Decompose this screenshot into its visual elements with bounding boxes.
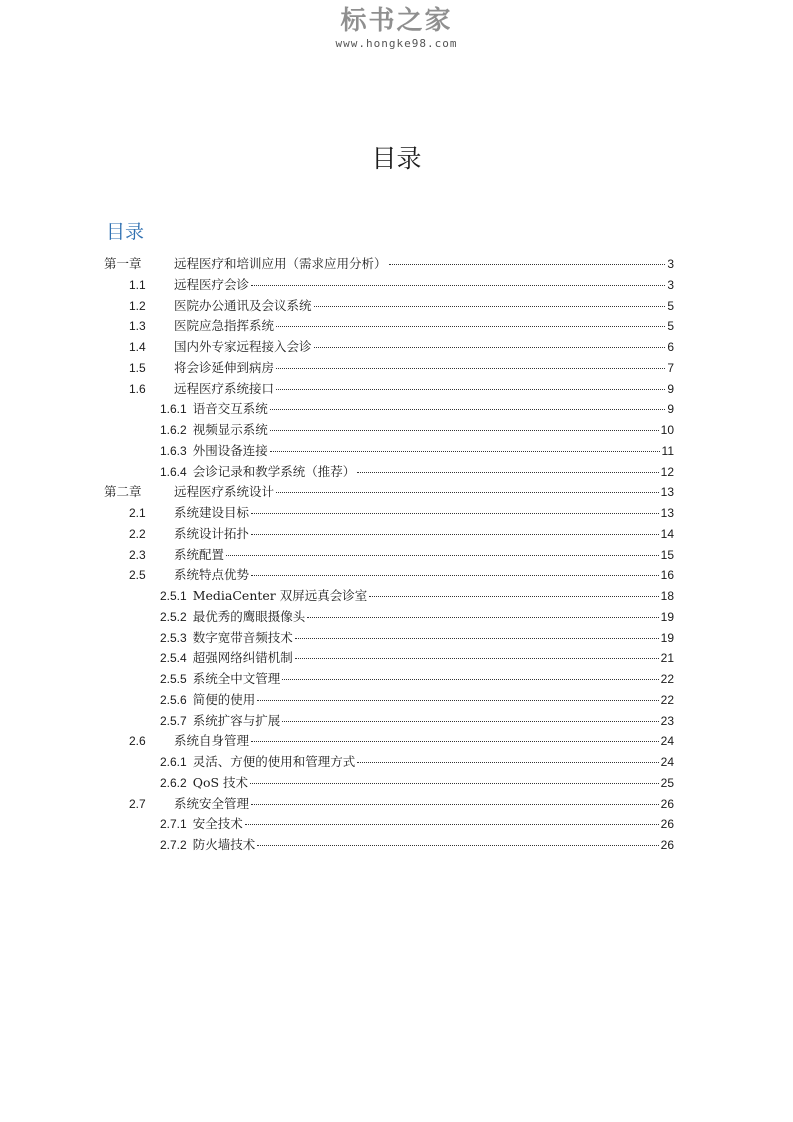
toc-entry[interactable] <box>104 545 674 566</box>
toc-entry-page: 11 <box>661 443 674 458</box>
toc-leader-dots <box>276 326 665 327</box>
toc-leader-dots <box>251 741 659 742</box>
toc-entry[interactable] <box>104 275 674 296</box>
toc-entry[interactable] <box>104 316 674 337</box>
toc-entry[interactable] <box>104 752 674 773</box>
toc-entry-title: 系统扩容与扩展 <box>192 712 281 728</box>
toc-entry-page: 3 <box>667 257 674 271</box>
toc-entry-page: 12 <box>660 464 674 479</box>
toc-entry-page: 13 <box>660 506 674 520</box>
toc-leader-dots <box>251 285 665 286</box>
toc-entry-title: 远程医疗系统设计 <box>174 484 275 500</box>
table-of-contents <box>104 254 674 856</box>
toc-leader-dots <box>282 721 658 722</box>
toc-entry-page: 10 <box>660 423 674 437</box>
toc-entry-title: 医院办公通讯及会议系统 <box>174 297 312 313</box>
toc-leader-dots <box>357 472 658 473</box>
toc-entry-number: 1.6.2 <box>160 423 187 437</box>
toc-leader-dots <box>245 824 659 825</box>
toc-entry[interactable] <box>104 337 674 358</box>
toc-entry-title: 将会诊延伸到病房 <box>174 359 275 375</box>
toc-leader-dots <box>276 389 665 390</box>
toc-entry[interactable] <box>104 503 674 524</box>
toc-entry-title: 视频显示系统 <box>192 422 268 437</box>
toc-entry-title: 会诊记录和教学系统（推荐） <box>192 463 356 479</box>
toc-entry-page: 25 <box>660 775 674 790</box>
toc-entry-title: 系统安全管理 <box>174 795 250 811</box>
toc-leader-dots <box>250 783 659 784</box>
toc-entry-title: 外围设备连接 <box>192 442 268 458</box>
toc-entry-title: MediaCenter 双屏远真会诊室 <box>192 588 368 603</box>
toc-leader-dots <box>251 534 659 535</box>
toc-entry[interactable] <box>104 690 674 711</box>
toc-entry-title: 系统建设目标 <box>174 505 250 520</box>
toc-entry-title: 灵活、方便的使用和管理方式 <box>192 754 356 769</box>
toc-entry-page: 22 <box>660 692 674 707</box>
toc-entry-number: 2.5.3 <box>160 630 187 645</box>
toc-entry-title: 安全技术 <box>192 816 243 832</box>
toc-entry-title: 最优秀的鹰眼摄像头 <box>192 608 306 624</box>
toc-entry-page: 19 <box>660 609 674 624</box>
toc-entry-page: 5 <box>667 298 674 313</box>
toc-entry-number: 2.5.7 <box>160 713 187 728</box>
toc-entry-page: 9 <box>667 381 674 396</box>
toc-entry[interactable] <box>104 607 674 628</box>
toc-entry-number: 2.5 <box>129 568 146 583</box>
toc-entry[interactable] <box>104 254 674 275</box>
toc-entry-page: 24 <box>660 755 674 769</box>
toc-entry-number: 2.5.2 <box>160 609 187 624</box>
toc-entry[interactable] <box>104 565 674 586</box>
toc-entry-number: 1.4 <box>129 340 146 354</box>
toc-leader-dots <box>257 845 658 846</box>
toc-entry-number: 2.1 <box>129 506 146 520</box>
toc-leader-dots <box>369 596 658 597</box>
toc-entry-title: 简便的使用 <box>192 691 256 707</box>
toc-leader-dots <box>276 368 665 369</box>
toc-entry-title: 医院应急指挥系统 <box>174 318 275 334</box>
toc-entry-number: 2.7 <box>129 796 146 811</box>
toc-entry-number: 1.3 <box>129 319 146 334</box>
toc-entry-title: 国内外专家远程接入会诊 <box>174 339 312 354</box>
toc-entry-title: 远程医疗会诊 <box>174 276 250 292</box>
toc-entry[interactable] <box>104 482 674 503</box>
toc-entry-number: 2.5.4 <box>160 651 187 666</box>
toc-entry-number: 2.5.6 <box>160 692 187 707</box>
toc-heading: 目录 <box>106 221 145 243</box>
toc-entry[interactable] <box>104 669 674 690</box>
toc-entry[interactable] <box>104 462 674 483</box>
toc-entry-title: 远程医疗系统接口 <box>174 380 275 396</box>
toc-entry-title: 系统特点优势 <box>174 567 250 583</box>
toc-entry-number: 1.6.3 <box>160 443 187 458</box>
toc-entry[interactable] <box>104 358 674 379</box>
toc-entry-number: 2.6.1 <box>160 755 187 769</box>
toc-entry-page: 3 <box>667 277 674 292</box>
toc-entry-title: 系统全中文管理 <box>192 671 281 686</box>
toc-leader-dots <box>251 513 659 514</box>
toc-entry-number: 2.6.2 <box>160 775 187 790</box>
toc-entry-title: 语音交互系统 <box>192 401 268 417</box>
toc-entry[interactable] <box>104 441 674 462</box>
toc-entry-number: 1.6.1 <box>160 402 187 417</box>
toc-entry[interactable] <box>104 628 674 649</box>
toc-entry-number: 第一章 <box>104 256 142 271</box>
toc-entry-title: 系统配置 <box>174 546 225 562</box>
toc-leader-dots <box>314 306 666 307</box>
toc-entry-number: 2.5.5 <box>160 672 187 686</box>
toc-entry-page: 26 <box>660 817 674 832</box>
document-title: 目录 <box>371 144 422 173</box>
toc-entry-number: 2.5.1 <box>160 589 187 603</box>
toc-entry-number: 2.3 <box>129 547 146 562</box>
toc-entry-page: 21 <box>660 651 674 666</box>
toc-leader-dots <box>282 679 658 680</box>
toc-leader-dots <box>314 347 666 348</box>
toc-entry-page: 7 <box>667 360 674 375</box>
toc-entry-page: 16 <box>660 568 674 583</box>
toc-leader-dots <box>270 451 660 452</box>
toc-entry-number: 2.7.2 <box>160 838 187 852</box>
toc-leader-dots <box>270 430 659 431</box>
toc-entry-page: 14 <box>660 526 674 541</box>
toc-entry[interactable] <box>104 711 674 732</box>
toc-leader-dots <box>295 658 659 659</box>
toc-entry[interactable] <box>104 420 674 441</box>
toc-entry-page: 5 <box>667 319 674 334</box>
toc-entry-title: 系统设计拓扑 <box>174 525 250 541</box>
toc-entry[interactable] <box>104 835 674 856</box>
toc-entry-page: 26 <box>660 838 674 852</box>
toc-entry-number: 1.1 <box>129 277 146 292</box>
toc-entry-number: 2.6 <box>129 734 146 749</box>
toc-entry-number: 1.2 <box>129 298 146 313</box>
toc-entry-page: 18 <box>660 589 674 603</box>
logo-title: 标书之家 <box>340 6 453 36</box>
toc-entry-page: 22 <box>660 672 674 686</box>
toc-entry-title: 数字宽带音频技术 <box>192 629 293 645</box>
logo-url: www.hongke98.com <box>335 37 458 50</box>
toc-entry[interactable] <box>104 814 674 835</box>
toc-entry[interactable] <box>104 794 674 815</box>
toc-leader-dots <box>251 575 659 576</box>
toc-entry-title: 系统自身管理 <box>174 733 250 749</box>
toc-entry-page: 23 <box>660 713 674 728</box>
toc-entry-number: 1.6.4 <box>160 464 187 479</box>
toc-entry-number: 1.5 <box>129 360 146 375</box>
toc-entry[interactable] <box>104 586 674 607</box>
toc-entry-number: 2.2 <box>129 526 146 541</box>
toc-entry-number: 1.6 <box>129 381 146 396</box>
toc-leader-dots <box>295 638 659 639</box>
toc-entry[interactable] <box>104 648 674 669</box>
toc-entry-page: 19 <box>660 630 674 645</box>
toc-entry-title: 超强网络纠错机制 <box>192 650 293 666</box>
toc-leader-dots <box>307 617 658 618</box>
toc-entry[interactable] <box>104 773 674 794</box>
toc-entry-page: 24 <box>660 734 674 749</box>
toc-entry-number: 第二章 <box>104 484 142 500</box>
toc-entry-page: 15 <box>660 547 674 562</box>
toc-entry-page: 6 <box>667 340 674 354</box>
toc-entry-title: 远程医疗和培训应用（需求应用分析） <box>174 256 387 271</box>
toc-entry[interactable] <box>104 399 674 420</box>
toc-leader-dots <box>276 492 659 493</box>
toc-entry-page: 26 <box>660 796 674 811</box>
toc-entry[interactable] <box>104 296 674 317</box>
toc-leader-dots <box>251 804 659 805</box>
toc-entry[interactable] <box>104 379 674 400</box>
toc-leader-dots <box>226 555 659 556</box>
toc-entry-title: QoS 技术 <box>192 774 249 790</box>
toc-entry-number: 2.7.1 <box>160 817 187 832</box>
toc-leader-dots <box>357 762 658 763</box>
toc-entry[interactable] <box>104 524 674 545</box>
toc-leader-dots <box>389 264 666 265</box>
toc-entry-title: 防火墙技术 <box>192 837 256 852</box>
toc-leader-dots <box>257 700 658 701</box>
toc-leader-dots <box>270 409 666 410</box>
toc-entry-page: 13 <box>660 485 674 500</box>
toc-entry[interactable] <box>104 731 674 752</box>
toc-entry-page: 9 <box>667 402 674 417</box>
site-logo <box>0 6 793 51</box>
